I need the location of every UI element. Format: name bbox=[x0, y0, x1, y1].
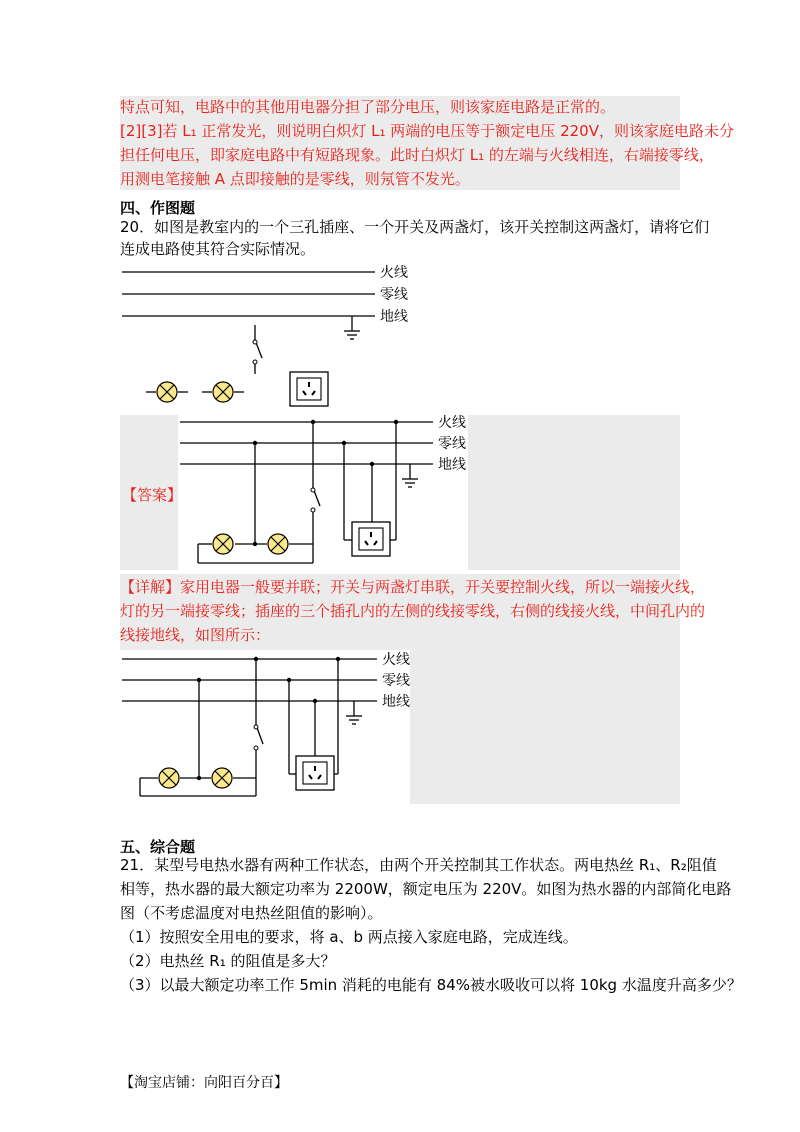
question-line: 21．某型号电热水器有两种工作状态，由两个开关控制其工作状态。两电热丝 R₁、R₂阻值 bbox=[120, 856, 717, 874]
answer-text-line: 特点可知，电路中的其他用电器分担了部分电压，则该家庭电路是正常的。 bbox=[120, 98, 616, 116]
footer-shop-label: 【淘宝店铺：向阳百分百】 bbox=[120, 1075, 288, 1091]
detail-label: 【详解】 bbox=[120, 578, 181, 596]
sub-question-1: （1）按照安全用电的要求，将 a、b 两点接入家庭电路，完成连线。 bbox=[120, 928, 578, 946]
answer-text-line: [2][3]若 L₁ 正常发光，则说明白炽灯 L₁ 两端的电压等于额定电压 220V，则该家庭电路未分 bbox=[120, 122, 734, 140]
lamp-icon bbox=[212, 768, 232, 788]
neutral-wire-label: 零线 bbox=[380, 287, 408, 303]
lamp-icon bbox=[159, 768, 179, 788]
section-heading: 五、综合题 bbox=[120, 838, 196, 856]
answer-text-line: 用测电笔接触 A 点即接触的是零线，则氖管不发光。 bbox=[120, 170, 470, 188]
answer-text-line: 担任何电压，即家庭电路中有短路现象。此时白炽灯 L₁ 的左端与火线相连，右端接零线， bbox=[120, 146, 714, 164]
live-wire-label: 火线 bbox=[438, 415, 466, 431]
detail-line: 灯的另一端接零线；插座的三个插孔内的左侧的线接零线，右侧的线接火线，中间孔内的 bbox=[120, 602, 706, 620]
switch-contact bbox=[254, 725, 258, 729]
sub-question-2: （2）电热丝 R₁ 的阻值是多大？ bbox=[120, 952, 336, 970]
sub-question-3: （3）以最大额定功率工作 5min 消耗的电能有 84%被水吸收可以将 10kg 水温度升高多少？ bbox=[120, 976, 742, 994]
ground-wire-label: 地线 bbox=[438, 457, 466, 473]
question-line: 连成电路使其符合实际情况。 bbox=[120, 240, 316, 258]
question-21-text bbox=[120, 854, 742, 1004]
live-wire-label: 火线 bbox=[382, 652, 410, 668]
ground-wire-label: 地线 bbox=[382, 694, 410, 710]
question-line: 相等，热水器的最大额定功率为 2200W，额定电压为 220V。如图为热水器的内部简化电路 bbox=[120, 880, 732, 898]
socket-icon bbox=[296, 756, 334, 790]
detail-line: 线接地线，如图所示： bbox=[120, 626, 271, 644]
answer-label: 【答案】 bbox=[122, 486, 183, 504]
question-line: 20．如图是教室内的一个三孔插座、一个开关及两盏灯，该开关控制这两盏灯，请将它们 bbox=[120, 218, 710, 236]
neutral-wire-label: 零线 bbox=[438, 436, 466, 452]
neutral-wire-label: 零线 bbox=[382, 673, 410, 689]
question-line: 图（不考虑温度对电热丝阻值的影响）。 bbox=[120, 904, 383, 922]
switch-contact bbox=[254, 746, 258, 750]
ground-wire-label: 地线 bbox=[380, 309, 408, 325]
section-heading: 四、作图题 bbox=[120, 199, 196, 217]
detail-line: 家用电器一般要并联；开关与两盏灯串联，开关要控制火线，所以一端接火线， bbox=[180, 578, 706, 596]
live-wire-label: 火线 bbox=[380, 265, 408, 281]
